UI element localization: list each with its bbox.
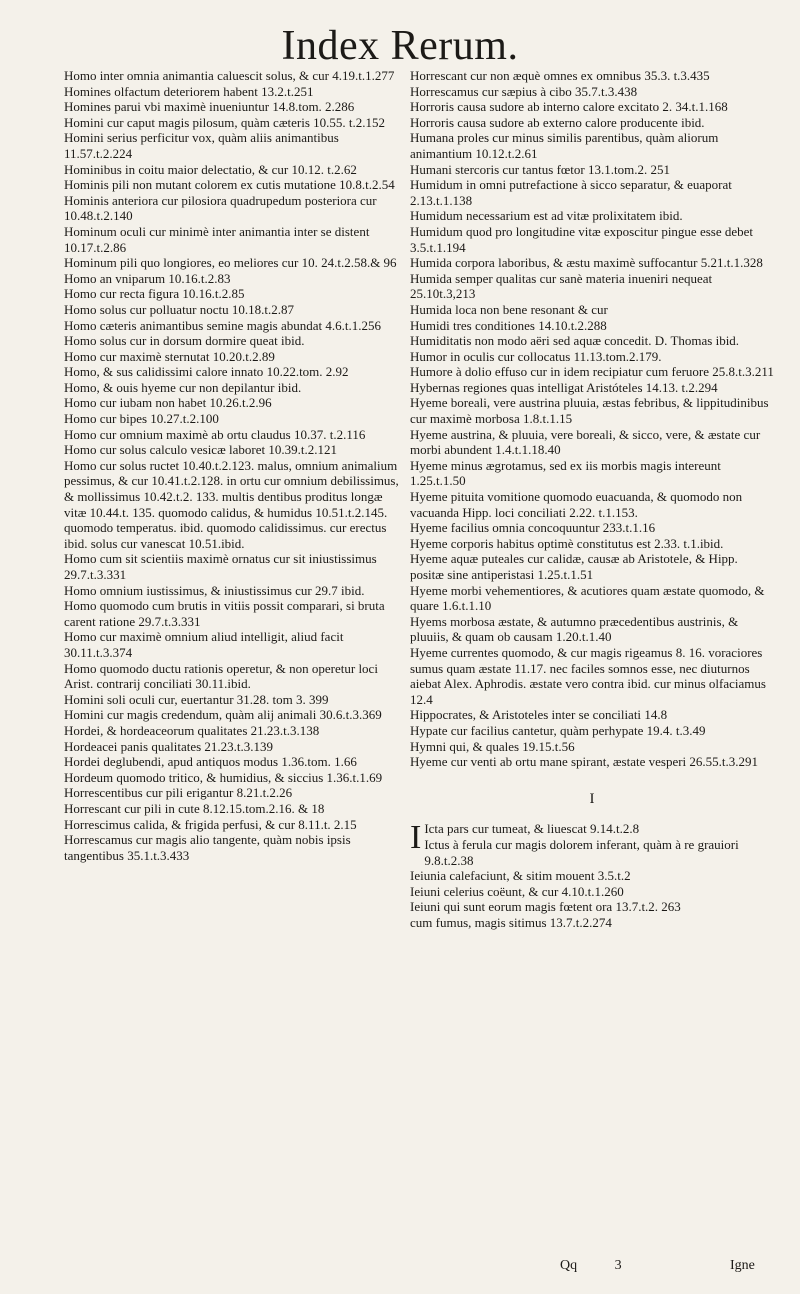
entry-text: Humidi tres conditiones <box>410 317 535 333</box>
entry-text: Homo cur solus ructet 10.40.t.2.123. malus, omnium animalium pessimus, & cur 10.41.t.2.128. in ortu cur omnium debilissimus, & mollissimus 10.42.t.2. 133. multis dentibus proditus longæ vitæ 10.44.t. 135. quomodo calidus, & humidus 10.51.t.2.145. quomodo temperatus. ibid. quomodo calidissimus. cur erectus ibid. solus cur vanescat <box>64 457 399 551</box>
entry-text: Homo omnium iustissimus, & iniustissimus cur <box>64 582 312 598</box>
entry-reference: 10.16.t.2.83 <box>168 270 231 286</box>
entry-reference: 35.3. t.3.435 <box>644 68 710 83</box>
entry-reference: ibid. <box>281 333 305 349</box>
entry-reference: 14.8 <box>644 707 668 723</box>
entry-reference: 29.7.t.3.331 <box>64 567 127 582</box>
signature-number: 3 <box>614 1258 622 1273</box>
index-entry <box>64 458 400 552</box>
entry-text: Hordeacei panis qualitates <box>64 738 202 754</box>
entry-reference: 4.6.t.1.256 <box>325 317 382 333</box>
entry-text: Humida loca non bene resonant & cur <box>410 301 608 317</box>
entry-reference: 35.7.t.3.438 <box>575 83 638 99</box>
entry-text: Humida corpora laboribus, & æstu maximè suffocantur <box>410 255 698 271</box>
entry-text: Hybernas regiones quas intelligat Aristóteles <box>410 379 643 395</box>
entry-text: Homo cum sit scientiis maximè ornatus cur sit iniustissimus <box>64 551 377 567</box>
index-entry <box>410 427 774 458</box>
entry-text: Horroris causa sudore ab interno calore excitato <box>410 99 660 115</box>
entry-reference: 5.21.t.1.328 <box>700 255 763 271</box>
index-entry <box>410 84 774 100</box>
entry-text: Homini cur caput magis pilosum, quàm cæteris <box>64 114 310 130</box>
entry-reference: 1.8.t.1.15 <box>523 411 573 427</box>
entry-text: Humor in oculis cur collocatus <box>410 348 571 364</box>
entry-text: Homo quomodo cum brutis in vitiis possit comparari, si bruta carent ratione <box>64 598 385 629</box>
index-entry <box>410 318 774 334</box>
entry-reference: 2. 34.t.1.168 <box>662 99 728 115</box>
index-entry <box>64 739 400 755</box>
index-entry <box>64 130 400 161</box>
entry-text: Hordei deglubendi, apud antiquos modus <box>64 754 279 770</box>
entry-text: Hordei, & hordeaceorum qualitates <box>64 722 248 738</box>
entry-reference: 13.7.t.2. 263 <box>615 899 681 915</box>
entry-reference: 13.2.t.251 <box>261 83 314 99</box>
entry-reference: 12.4 <box>410 691 433 707</box>
entry-reference: 8.21.t.2.26 <box>236 785 293 801</box>
entry-text: Homo cur maximè omnium aliud intelligit, aliud facit <box>64 629 344 645</box>
index-entry <box>410 349 774 365</box>
entry-text: Hominis pili non mutant colorem ex cutis mutatione <box>64 177 336 193</box>
entry-reference: 31.28. tom 3. 399 <box>236 691 329 707</box>
index-entry <box>410 255 774 271</box>
entry-reference: 10.18.t.2.87 <box>231 301 295 317</box>
entry-reference: 10.22.tom. 2.92 <box>266 364 349 380</box>
index-entry <box>64 364 400 380</box>
entry-reference: 11.13.tom.2.179. <box>573 348 662 364</box>
index-entry <box>410 458 774 489</box>
index-entry <box>410 915 774 931</box>
index-entry <box>410 837 774 868</box>
entry-text: Horrescant cur pili in cute <box>64 800 200 816</box>
entry-text: Hominis anteriora cur pilosiora quadrupedum posteriora cur <box>64 192 377 208</box>
index-entry <box>64 99 400 115</box>
index-entry <box>64 801 400 817</box>
index-entry <box>64 583 400 599</box>
right-column <box>410 68 774 930</box>
right-column-entries <box>410 68 774 770</box>
index-entry <box>64 551 400 582</box>
entry-text: Humiditatis non modo aëri sed aquæ concedit. D. Thomas <box>410 333 713 349</box>
entry-text: Hyems morbosa æstate, & autumno præcedentibus austrinis, & pluuiis, & quam ob causam <box>410 613 739 645</box>
entry-text: Homo cur solus calculo vesicæ laboret <box>64 442 266 458</box>
entry-text: Horrescentibus cur pili erigantur <box>64 785 234 801</box>
entry-text: Horroris causa sudore ab externo calore producente <box>410 114 678 130</box>
entry-text: Humidum in omni putrefactione à sicco separatur, & euaporat <box>410 177 732 193</box>
section-i-entries <box>410 821 774 930</box>
entry-reference: 10.51.ibid. <box>188 535 245 551</box>
entry-text: Homines parui vbi maximè inueniuntur <box>64 99 270 115</box>
entry-text: Hypate cur facilius cantetur, quàm perhypate <box>410 722 644 738</box>
entry-reference: 1.25.t.1.51 <box>537 567 594 582</box>
entry-text: Homini cur magis credendum, quàm alij animali <box>64 707 317 723</box>
index-entry <box>64 255 400 271</box>
entry-text: cum fumus, magis sitimus <box>410 914 547 930</box>
index-entry <box>410 707 774 723</box>
entry-text: Horrescant cur non æquè omnes ex omnibus <box>410 68 642 83</box>
entry-reference: 2.13.t.1.138 <box>410 192 473 208</box>
entry-reference: 10.26.t.2.96 <box>209 395 272 411</box>
entry-text: Ieiuni qui sunt eorum magis fœtent ora <box>410 899 613 915</box>
index-entry <box>64 832 400 863</box>
entry-reference: 30.11.ibid. <box>195 676 251 692</box>
catchword: Igne <box>730 1258 755 1273</box>
entry-reference: 19.4. t.3.49 <box>646 722 706 738</box>
index-entry <box>410 645 774 707</box>
entry-text: Homini soli oculi cur, euertantur <box>64 691 234 707</box>
index-entry <box>64 286 400 302</box>
entry-reference: 21.23.t.3.138 <box>250 722 320 738</box>
index-entry <box>410 68 774 84</box>
entry-reference: 13.7.t.2.274 <box>549 914 612 930</box>
entry-text: Horrescamus cur magis alio tangente, quàm nobis ipsis tangentibus <box>64 832 351 863</box>
index-entry <box>64 349 400 365</box>
index-entry <box>64 395 400 411</box>
entry-text: Icta pars cur tumeat, & liuescat <box>424 821 587 837</box>
entry-reference: 25.8.t.3.211 <box>712 364 774 380</box>
index-entry <box>64 707 400 723</box>
entry-text: Hyeme facilius omnia concoquuntur <box>410 520 600 536</box>
entry-reference: 14.8.tom. 2.286 <box>272 99 355 115</box>
index-entry <box>410 536 774 552</box>
entry-text: Hominibus in coitu maior delectatio, & cur <box>64 161 289 177</box>
index-entry <box>64 177 400 193</box>
entry-reference: 10. 24.t.2.58.& 96 <box>301 255 397 271</box>
page-footer <box>560 1258 780 1274</box>
entry-reference: 21.23.t.3.139 <box>204 738 274 754</box>
index-entry <box>410 723 774 739</box>
entry-text: Hominum pili quo longiores, eo meliores cur <box>64 255 299 271</box>
entry-text: Homo cur iubam non habet <box>64 395 207 411</box>
entry-text: Hyeme corporis habitus optimè constitutus est <box>410 535 651 551</box>
index-entry <box>64 442 400 458</box>
entry-reference: ibid. <box>681 114 705 130</box>
entry-reference: 1.36.tom. 1.66 <box>281 754 357 770</box>
entry-reference: 3.5.t.2 <box>597 868 631 884</box>
entry-text: Hyeme cur venti ab ortu mane spirant, æstate vesperi <box>410 754 687 770</box>
index-entry <box>410 868 774 884</box>
entry-reference: 10.20.t.2.89 <box>212 348 275 364</box>
entry-reference: 10.37. t.2.116 <box>293 426 366 442</box>
entry-text: Ieiunia calefaciunt, & sitim mouent <box>410 868 595 884</box>
entry-text: Homo, & ouis hyeme cur non depilantur <box>64 379 275 395</box>
page-title: Index Rerum. <box>281 23 519 69</box>
index-entry <box>64 380 400 396</box>
entry-reference: 9.14.t.2.8 <box>590 821 640 837</box>
entry-text: Humore à dolio effuso cur in idem recipiatur cum feruore <box>410 364 710 380</box>
index-entry <box>64 692 400 708</box>
entry-reference: 10.39.t.2.121 <box>268 442 337 458</box>
entry-reference: 4.19.t.1.277 <box>332 68 395 83</box>
index-entry <box>410 520 774 536</box>
index-entry <box>64 629 400 660</box>
entry-reference: 1.36.t.1.69 <box>326 769 383 785</box>
entry-text: Humani stercoris cur tantus fœtor <box>410 161 585 177</box>
entry-text: Hyeme austrina, & pluuia, vere boreali, & sicco, vere, & æstate cur morbi abundent <box>410 426 761 458</box>
entry-text: Humana proles cur minus similis parentibus, quàm aliorum animantium <box>410 130 719 161</box>
index-entry <box>410 130 774 161</box>
index-entry <box>410 162 774 178</box>
entry-text: Homo solus cur in dorsum dormire queat <box>64 333 278 349</box>
entry-reference: 10.16.t.2.85 <box>182 286 245 302</box>
entry-text: Hyeme morbi vehementiores, & acutiores quam æstate quomodo, & quare <box>410 582 765 614</box>
index-entry <box>410 899 774 915</box>
entry-text: Hymni qui, & quales <box>410 738 520 754</box>
entry-reference: 11.57.t.2.224 <box>64 145 133 161</box>
index-entry <box>64 427 400 443</box>
entry-text: Ieiuni celerius coëunt, & cur <box>410 883 559 899</box>
signature-mark: Qq <box>560 1258 578 1273</box>
entry-text: Humida semper qualitas cur sanè materia inueniri nequeat <box>410 270 713 286</box>
entry-text: Homini serius perficitur vox, quàm aliis animantibus <box>64 130 339 146</box>
entry-text: Hordeum quomodo tritico, & humidius, & siccius <box>64 769 324 785</box>
entry-text: Horrescimus calida, & frigida perfusi, & cur <box>64 816 296 832</box>
index-entry <box>410 739 774 755</box>
entry-text: Homo, & sus calidissimi calore innato <box>64 364 264 380</box>
index-entry <box>410 489 774 520</box>
index-entry <box>64 411 400 427</box>
entry-text: Humidum necessarium est ad vitæ prolixitatem <box>410 208 656 224</box>
entry-text: Homo cæteris animantibus semine magis abundat <box>64 317 323 333</box>
drop-capital: I <box>410 819 422 857</box>
index-entry <box>410 208 774 224</box>
index-entry <box>410 754 774 770</box>
entry-reference: 30.6.t.3.369 <box>319 707 382 723</box>
entry-text: Homo an vniparum <box>64 270 166 286</box>
entry-reference: 10.12. t.2.62 <box>291 161 357 177</box>
entry-text: Homo cur recta figura <box>64 286 180 302</box>
index-entry <box>410 302 774 318</box>
entry-text: Humidum quod pro longitudine vitæ exposcitur pingue esse debet <box>410 223 754 239</box>
entry-reference: 29.7.t.3.331 <box>138 613 201 629</box>
index-entry <box>410 380 774 396</box>
index-entry <box>410 364 774 380</box>
entry-reference: 2.33. t.1.ibid. <box>654 535 724 551</box>
index-entry <box>410 614 774 645</box>
entry-text: Hominum oculi cur minimè inter animantia inter se distent <box>64 223 370 239</box>
index-entry <box>64 318 400 334</box>
index-entry <box>410 177 774 208</box>
index-entry <box>64 271 400 287</box>
index-entry <box>410 583 774 614</box>
entry-text: Hippocrates, & Aristoteles inter se conciliati <box>410 707 642 723</box>
entry-reference: 9.8.t.2.38 <box>424 852 474 868</box>
index-entry <box>64 68 400 84</box>
index-entry <box>64 817 400 833</box>
entry-reference: 29.7 ibid. <box>315 582 365 598</box>
entry-text: Homines olfactum deteriorem habent <box>64 83 258 99</box>
entry-text: Homo solus cur polluatur noctu <box>64 301 229 317</box>
entry-reference: 8.12.15.tom.2.16. & 18 <box>202 800 325 816</box>
entry-reference: 2.22. t.1.153. <box>569 504 638 520</box>
index-entry <box>64 162 400 178</box>
index-entry <box>64 333 400 349</box>
entry-reference: 30.11.t.3.374 <box>64 644 133 660</box>
entry-text: Hyeme currentes quomodo, & cur magis rigeamus 8. 16. voraciores sumus quam æstate 11.17. nec faciles somnos esse, nec diuturnos aiebat Alex. Aphrodis. æstate vero contra ibid. cur minus olfaciamus <box>410 644 766 692</box>
index-entry <box>64 193 400 224</box>
index-entry <box>410 115 774 131</box>
entry-text: Homo quomodo ductu rationis operetur, & non operetur loci Arist. contrarij conciliati <box>64 660 378 692</box>
entry-text: Horrescamus cur sæpius à cibo <box>410 83 572 99</box>
index-entry <box>410 224 774 255</box>
entry-reference: 4.10.t.1.260 <box>561 883 624 899</box>
entry-reference: 1.20.t.1.40 <box>555 629 612 645</box>
entry-reference: 14.10.t.2.288 <box>538 317 607 333</box>
entry-reference: ibid. <box>715 333 740 349</box>
entry-reference: 10.12.t.2.61 <box>475 145 538 161</box>
entry-reference: 14.13. t.2.294 <box>645 379 718 395</box>
index-entry <box>64 84 400 100</box>
index-entry <box>410 99 774 115</box>
index-entry <box>64 224 400 255</box>
index-entry <box>64 598 400 629</box>
section-heading-i: I <box>589 790 595 807</box>
entry-reference: 10.48.t.2.140 <box>64 208 133 224</box>
index-entry <box>410 551 774 582</box>
index-entry <box>64 115 400 131</box>
entry-text: Ictus à ferula cur magis dolorem inferant, quàm à re grauiori <box>424 836 739 852</box>
entry-reference: 13.1.tom.2. 251 <box>587 161 670 177</box>
entry-reference: 25.10t.3,213 <box>410 286 476 302</box>
entry-text: Homo cur bipes <box>64 411 148 427</box>
entry-reference: 26.55.t.3.291 <box>689 754 759 770</box>
entry-reference: 10.17.t.2.86 <box>64 239 127 255</box>
entry-reference: 35.1.t.3.433 <box>127 847 190 863</box>
entry-reference: 233.t.1.16 <box>602 520 656 536</box>
index-entry <box>64 661 400 692</box>
index-entry <box>410 271 774 302</box>
index-entry <box>410 333 774 349</box>
index-entry <box>64 785 400 801</box>
index-entry <box>64 723 400 739</box>
index-entry <box>64 770 400 786</box>
entry-reference: 19.15.t.56 <box>522 738 575 754</box>
entry-text: Homo cur maximè sternutat <box>64 348 210 364</box>
left-column <box>64 68 400 863</box>
entry-reference: 8.11.t. 2.15 <box>298 816 357 832</box>
entry-text: Hyeme boreali, vere austrina pluuia, æstas febribus, & lippitudinibus cur maximè morbosa <box>410 395 769 427</box>
entry-reference: 1.4.t.1.18.40 <box>495 442 561 458</box>
entry-reference: ibid. <box>277 379 302 395</box>
entry-reference: 3.5.t.1.194 <box>410 239 466 255</box>
entry-reference: 10.8.t.2.54 <box>339 177 395 193</box>
entry-reference: 10.55. t.2.152 <box>313 114 386 130</box>
index-entry <box>64 754 400 770</box>
index-entry <box>410 395 774 426</box>
entry-text: Hyeme minus ægrotamus, sed ex iis morbis magis intereunt <box>410 457 721 473</box>
index-entry <box>410 884 774 900</box>
entry-reference: 1.25.t.1.50 <box>410 473 466 489</box>
entry-reference: 10.27.t.2.100 <box>150 411 219 427</box>
entry-text: Homo cur omnium maximè ab ortu claudus <box>64 426 291 442</box>
entry-reference: ibid. <box>659 208 683 224</box>
entry-reference: 1.6.t.1.10 <box>442 598 492 614</box>
index-entry <box>64 302 400 318</box>
entry-text: Hyeme pituita vomitione quomodo euacuanda, & quomodo non vacuanda Hipp. loci conciliati <box>410 489 743 520</box>
entry-text: Hyeme aquæ puteales cur calidæ, causæ ab Aristotele, & Hipp. positæ sine antiperistasi <box>410 551 738 582</box>
entry-text: Homo inter omnia animantia caluescit solus, & cur <box>64 68 329 83</box>
